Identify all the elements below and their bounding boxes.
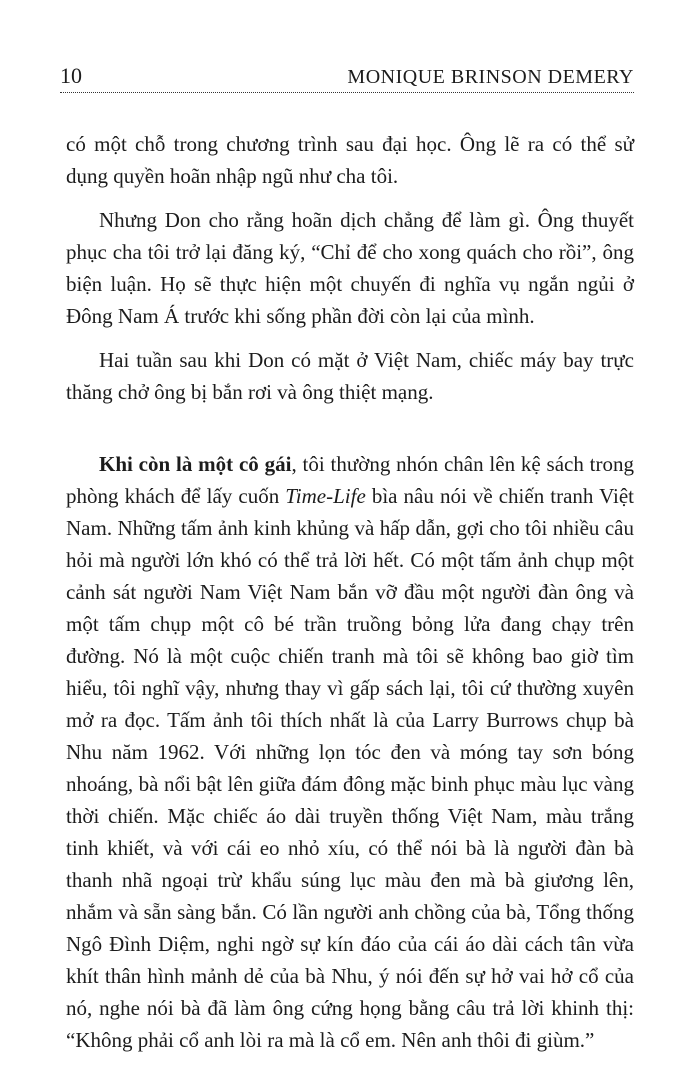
paragraph-1: có một chỗ trong chương trình sau đại học. Ông lẽ ra có thể sử dụng quyền hoãn nhập ngũ như cha tôi. xyxy=(66,132,634,188)
paragraph-2: Nhưng Don cho rằng hoãn dịch chẳng để làm gì. Ông thuyết phục cha tôi trở lại đăng ký, “Chỉ để cho xong quách cho rồi”, ông biện luận. Họ sẽ thực hiện một chuyến đi nghĩa vụ ngắn ngủi ở Đông Nam Á trước khi sống phần đời còn lại của mình. xyxy=(66,208,634,328)
paragraph-4-text-a: , tôi thường nhón chân lên kệ sách trong phòng khách để lấy cuốn xyxy=(66,452,635,508)
paragraph-4 xyxy=(66,448,634,1056)
page-number: 10 xyxy=(60,63,82,88)
paragraph-3: Hai tuần sau khi Don có mặt ở Việt Nam, chiếc máy bay trực thăng chở ông bị bắn rơi và ông thiệt mạng. xyxy=(66,348,634,404)
book-title-italic: Time-Life xyxy=(285,484,366,508)
running-head-author: MONIQUE BRINSON DEMERY xyxy=(347,66,634,88)
section-break xyxy=(66,408,634,448)
page-header xyxy=(60,62,634,93)
paragraph-4-text-b: bìa nâu nói về chiến tranh Việt Nam. Những tấm ảnh kinh khủng và hấp dẫn, gợi cho tôi nhiều câu hỏi mà người lớn khó có thể trả lời hết. Có một tấm ảnh chụp một cảnh sát người Nam Việt Nam bắn vỡ đầu một người đàn ông và một tấm chụp một cô bé trần truồng bỏng lửa đang chạy trên đường. Nó là một cuộc chiến tranh mà tôi sẽ không bao giờ tìm hiểu, tôi nghĩ vậy, nhưng thay vì gấp sách lại, tôi cứ thường xuyên mở ra đọc. Tấm ảnh tôi thích nhất là của Larry Burrows chụp bà Nhu năm 1962. Với những lọn tóc đen và móng tay sơn bóng nhoáng, bà nổi bật lên giữa đám đông mặc binh phục màu lục vàng thời chiến. Mặc chiếc áo dài truyền thống Việt Nam, màu trắng tinh khiết, và với cái eo nhỏ xíu, có thể nói bà là người đàn bà thanh nhã ngoại trừ khẩu súng lục màu đen mà bà giương lên, nhắm và sẵn sàng bắn. Có lần người anh chồng của bà, Tổng thống Ngô Đình Diệm, nghi ngờ sự kín đáo của cái áo dài cách tân vừa khít thân hình mảnh dẻ của bà Nhu, ý nói đến sự hở vai hở cổ của nó, nghe nói bà đã làm ông cứng họng bằng câu trả lời khinh thị: “Không phải cổ anh lòi ra mà là cổ em. Nên anh thôi đi giùm.” xyxy=(66,484,634,1052)
body-text xyxy=(66,128,634,1056)
paragraph-4-lead-bold: Khi còn là một cô gái xyxy=(99,452,292,476)
